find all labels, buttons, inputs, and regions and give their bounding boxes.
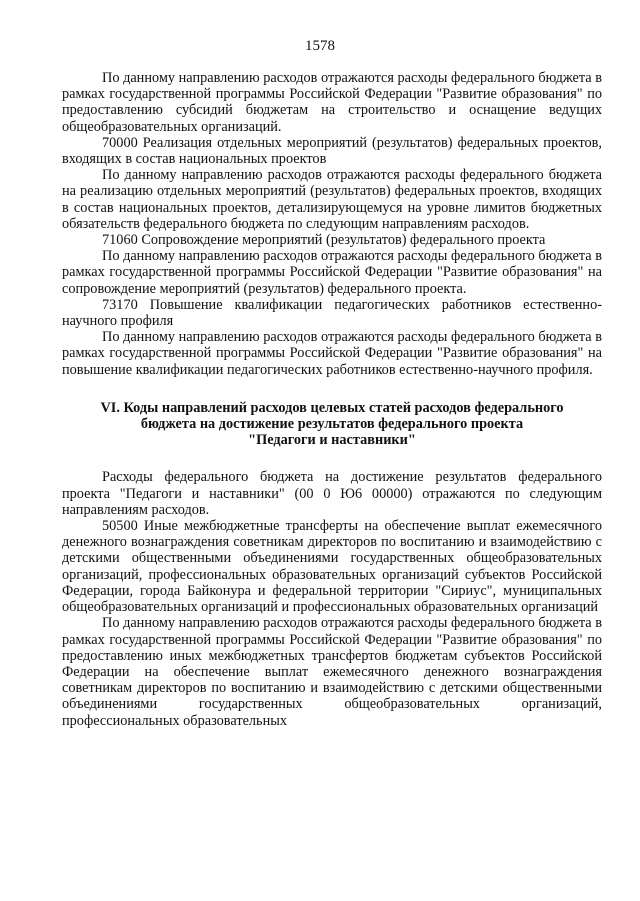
section-heading — [62, 400, 602, 449]
paragraph: 50500 Иные межбюджетные трансферты на обеспечение выплат ежемесячного денежного вознаграждения советникам директоров по воспитанию и взаимодействию с детскими общественными объединениями государственных общеобразовательных организаций, профессиональных образовательных организаций субъектов Российской Федерации, города Байконура и федеральной территории "Сириус", муниципальных общеобразовательных организаций и профессиональных образовательных организаций — [62, 518, 602, 616]
section-heading-line: "Педагоги и наставники" — [248, 432, 416, 449]
paragraph: 73170 Повышение квалификации педагогических работников естественно-научного профиля — [62, 296, 602, 330]
page-number: 1578 — [305, 38, 335, 54]
paragraph: Расходы федерального бюджета на достижение результатов федерального проекта "Педагоги и наставники" (00 0 Ю6 00000) отражаются по следующим направлениям расходов. — [62, 469, 602, 518]
paragraph: По данному направлению расходов отражаются расходы федерального бюджета в рамках государственной программы Российской Федерации "Развитие образования" на сопровождение мероприятий (результатов) федерального проекта. — [62, 248, 602, 297]
paragraph: По данному направлению расходов отражаются расходы федерального бюджета в рамках государственной программы Российской Федерации "Развитие образования" на повышение квалификации педагогических работников естественно-научного профиля. — [62, 329, 602, 378]
section-heading-line: бюджета на достижение результатов федерального проекта — [140, 416, 524, 433]
paragraph: По данному направлению расходов отражаются расходы федерального бюджета на реализацию отдельных мероприятий (результатов) федеральных проектов, входящих в состав национальных проектов, детализирующемуся на уровне лимитов бюджетных обязательств федерального бюджета по следующим направлениям расходов. — [62, 167, 602, 232]
section-heading-line: VI. Коды направлений расходов целевых статей расходов федерального — [100, 399, 564, 416]
document-body — [62, 70, 602, 729]
paragraph: 70000 Реализация отдельных мероприятий (результатов) федеральных проектов, входящих в состав национальных проектов — [62, 134, 602, 168]
paragraph: 71060 Сопровождение мероприятий (результатов) федерального проекта — [102, 232, 546, 249]
paragraph: По данному направлению расходов отражаются расходы федерального бюджета в рамках государственной программы Российской Федерации "Развитие образования" по предоставлению субсидий бюджетам на строительство и оснащение ведущих общеобразовательных организаций. — [62, 70, 602, 135]
paragraph: По данному направлению расходов отражаются расходы федерального бюджета в рамках государственной программы Российской Федерации "Развитие образования" по предоставлению иных межбюджетных трансфертов бюджетам субъектов Российской Федерации на обеспечение выплат ежемесячного денежного вознаграждения советникам директоров по воспитанию и взаимодействию с детскими общественными объединениями государственных общеобразовательных организаций, профессиональных образовательных — [62, 615, 602, 729]
